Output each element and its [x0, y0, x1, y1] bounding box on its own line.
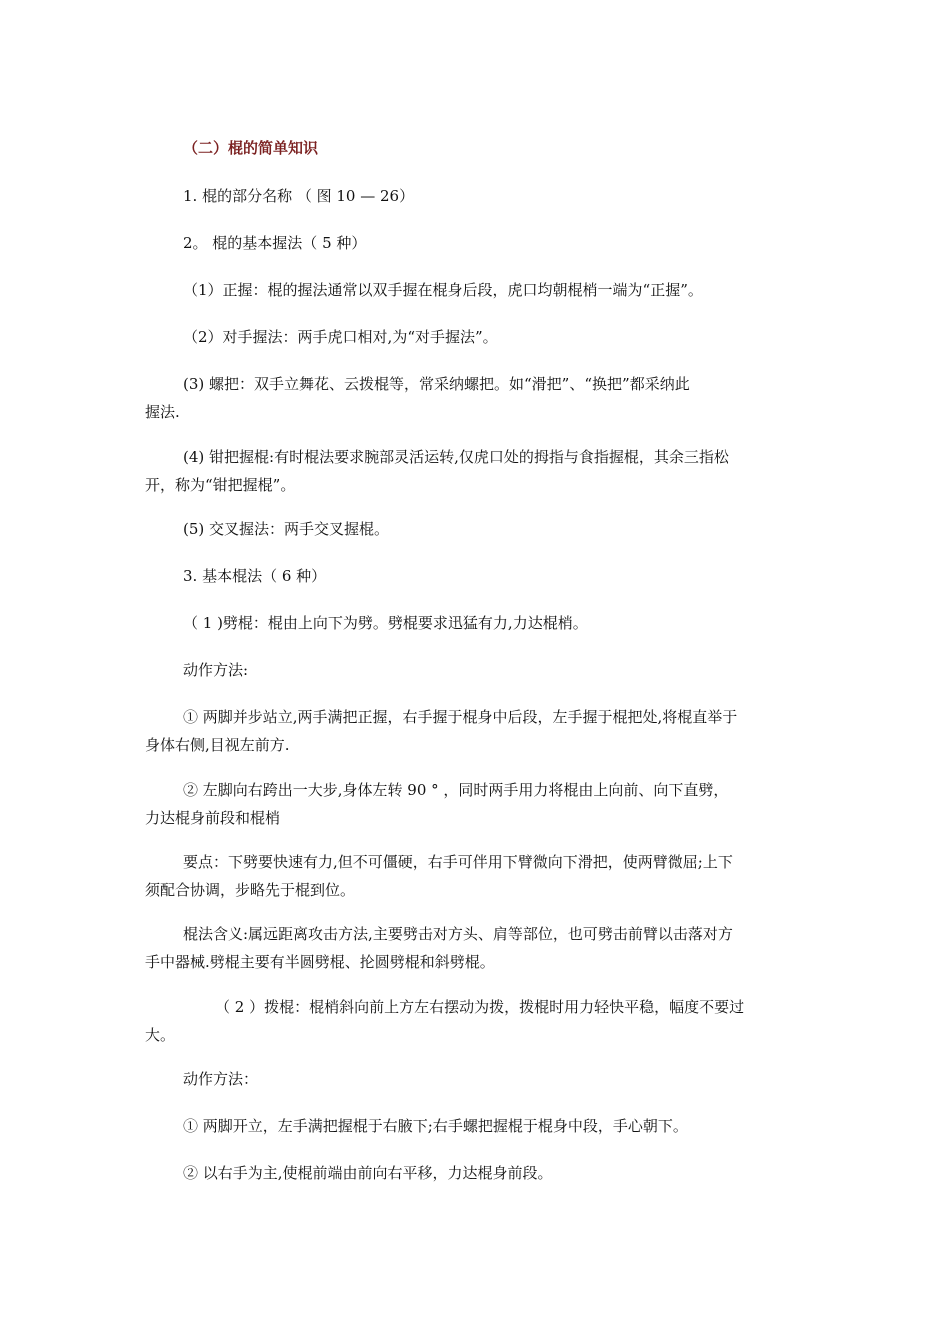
paragraph-line: 握法. [145, 403, 180, 421]
paragraph-line: 力达棍身前段和棍梢 [145, 809, 281, 827]
paragraph-line: 身体右侧,目视左前方. [145, 736, 290, 754]
paragraph-line: 棍法含义:属远距离攻击方法,主要劈击对方头、肩等部位，也可劈击前臂以击落对方 [183, 925, 733, 943]
paragraph-line: (3) 螺把：双手立舞花、云拨棍等，常采纳螺把。如“滑把”、“换把”都采纳此 [183, 375, 690, 393]
item-grip-3 [145, 370, 810, 426]
item-grip-1: （1）正握：棍的握法通常以双手握在棍身后段，虎口均朝棍梢一端为“正握”。 [183, 281, 703, 299]
item-key-points [145, 848, 810, 904]
item-grip-4 [145, 443, 810, 499]
item-step-1b: ① 两脚开立，左手满把握棍于右腋下;右手螺把握棍于棍身中段，手心朝下。 [183, 1117, 688, 1135]
paragraph-line: ② 左脚向右跨出一大步,身体左转 90 ° ，同时两手用力将棍由上向前、向下直劈， [183, 781, 729, 799]
section-heading: （二）棍的简单知识 [183, 139, 319, 157]
paragraph-line: (4) 钳把握棍:有时棍法要求腕部灵活运转,仅虎口处的拇指与食指握棍，其余三指松 [183, 448, 729, 466]
item-technique-1: （ 1 )劈棍：棍由上向下为劈。劈棍要求迅猛有力,力达棍梢。 [183, 614, 588, 632]
item-movement-label: 动作方法: [183, 661, 249, 679]
item-step-2b: ② 以右手为主,使棍前端由前向右平移，力达棍身前段。 [183, 1164, 553, 1182]
paragraph-line: 要点：下劈要快速有力,但不可僵硬，右手可伴用下臂微向下滑把，使两臂微屈;上下 [183, 853, 733, 871]
item-grip-methods: 2。 棍的基本握法（ 5 种） [183, 234, 367, 252]
paragraph-line: 大。 [145, 1026, 176, 1044]
item-grip-5: (5) 交叉握法：两手交叉握棍。 [183, 520, 390, 538]
paragraph-line: 须配合协调，步略先于棍到位。 [145, 881, 356, 899]
item-step-2 [145, 776, 810, 832]
paragraph-line: ① 两脚并步站立,两手满把正握，右手握于棍身中后段，左手握于棍把处,将棍直举于 [183, 708, 738, 726]
item-movement-label-2: 动作方法： [183, 1070, 259, 1088]
item-step-1 [145, 703, 810, 759]
item-basic-techniques: 3. 基本棍法（ 6 种） [183, 567, 327, 585]
item-technique-2 [145, 993, 810, 1049]
paragraph-line: 手中器械.劈棍主要有半圆劈棍、抡圆劈棍和斜劈棍。 [145, 953, 495, 971]
item-technique-meaning [145, 920, 810, 976]
paragraph-line: （ 2 ）拨棍：棍梢斜向前上方左右摆动为拨，拨棍时用力轻快平稳，幅度不要过 [215, 998, 745, 1016]
item-grip-2: （2）对手握法：两手虎口相对,为“对手握法”。 [183, 328, 498, 346]
paragraph-line: 开，称为“钳把握棍”。 [145, 476, 296, 494]
item-part-names: 1. 棍的部分名称 （ 图 10 — 26） [183, 187, 415, 205]
